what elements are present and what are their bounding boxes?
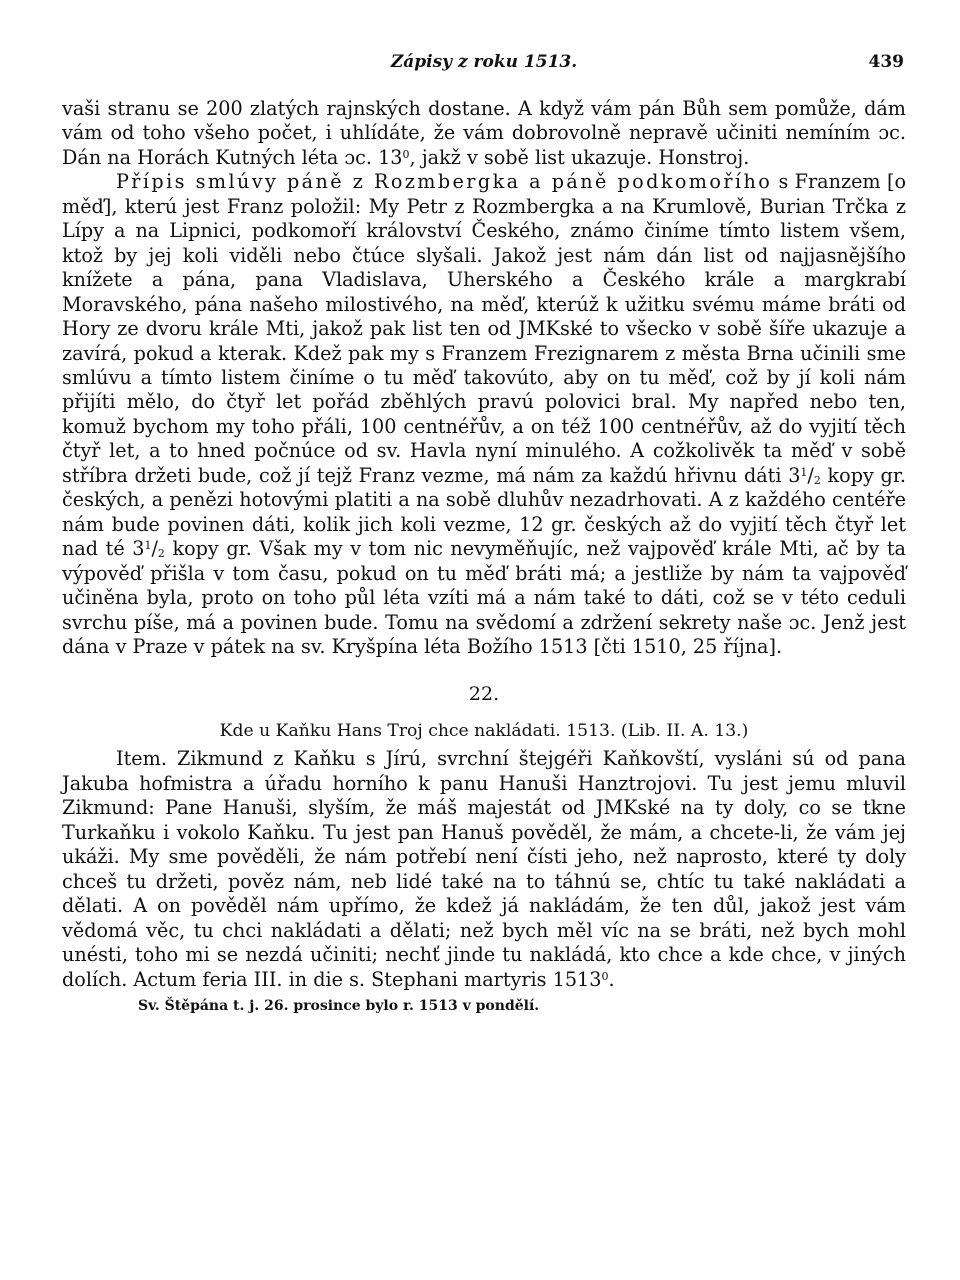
paragraph-text-tail: , jakž v sobě list ukazuje. Honstroj. xyxy=(409,145,750,169)
book-page xyxy=(62,52,906,1014)
fraction-denominator: 2 xyxy=(813,473,821,487)
paragraph-end: . xyxy=(608,967,615,991)
paragraph-text: s Franzem [o měď], kterú jest Franz položil: My Petr z Rozmbergka a na Krumlově, Burian Trčka z Lípy a na Lipnici, podkomoří království Českého, známo činíme tímto listem všem, ktož by jej koli viděli nebo čtúce slyšali. Jakož jest nám dán list od najjasnějšího knížete a pána, pana Vladislava, Uherského a Českého krále a margkrabí Moravského, pána našeho milostivého, na měď, kterúž k užitku svému máme bráti od Hory ze dvoru krále Mti, jakož pak list ten od JMKské to všecko v sobě šíře ukazuje a zavírá, pokud a kterak. Kdež pak my s Franzem Frezignarem z města Brna učinili sme smlúvu a tímto listem činíme o tu měď takovúto, aby on tu měď, což by jí koli nám přijíti mělo, do čtyř let pořád zběhlých pravú polovici bral. My napřed nebo ten, komuž bychom my toho přáli, 100 centnéřův, a on též 100 centnéřův, až do vyjití těch čtyř let, a to hned počnúce od sv. Havla nyní minulého. A cožkolivěk ta měď v sobě stříbra držeti bude, což jí tejž Franz vezme, má nám za každú hřivnu dáti 3 xyxy=(62,170,906,487)
fraction-denominator: 2 xyxy=(157,547,165,561)
fraction-numerator: 1 xyxy=(800,465,808,479)
paragraph-text: Item. Zikmund z Kaňku s Jírú, svrchní štejgéři Kaňkovští, vysláni sú od pana Jakuba hofmistra a úřadu horního k panu Hanuši Hanztrojovi. Tu jest jemu mluvil Zikmund: Pane Hanuši, slyším, že máš majestát od JMKské na ty doly, co se tkne Turkaňku i vokolo Kaňku. Tu jest pan Hanuš pověděl, že mám, a chcete-li, že vám jej ukáži. My sme pověděli, že nám potřebí není čísti jeho, než naprosto, které ty doly chceš tu držeti, pověz nám, neb lidé také na to táhnú se, chtíc tu také nakládati a dělati. A on pověděl nám upřímo, že kdež já nakládám, že ten důl, jakož jest vám vědomá věc, tu chci nakládati a dělati; než bych měl víc na se bráti, než bych mohl unésti, toho mi se nezdá učiniti; nechť jinde tu nakládá, kto chce a kde chce, v jiných dolích. Actum feria III. in die s. Stephani martyris 1513 xyxy=(62,747,906,991)
paragraph-text: vaši stranu se 200 zlatých rajnských dostane. A když vám pán Bůh sem pomůže, dám vám od toho všeho počet, i uhlídáte, že vám dobrovolně nepravě učiniti nemíním ɔc. Dán na Horách Kutných léta ɔc. 13 xyxy=(62,97,906,169)
running-title: Zápisy z roku 1513. xyxy=(390,52,578,72)
page-number: 439 xyxy=(868,52,904,72)
paragraph-text: kopy gr. českých, a penězi hotovými platiti a na sobě dluhův nezadrhovati. A z každého centéře nám bude povinen dáti, kolik jich koli vezme, 12 gr. českých až do vyjití těch čtyř let nad té 3 xyxy=(62,463,906,561)
section-title: Kde u Kaňku Hans Troj chce nakládati. 1513. (Lib. II. A. 13.) xyxy=(219,721,749,742)
section-number: 22. xyxy=(468,683,500,706)
spaced-lead-text: Přípis smlúvy páně z Rozmbergka a páně podkomořího xyxy=(116,170,773,194)
paragraph-text: kopy gr. Však my v tom nic nevyměňujíc, než vajpověď krále Mti, ač by ta výpověď přišla v tom času, pokud on tu měď bráti má; a jestliže by nám ta vajpověď učiněna byla, proto on toho půl léta vzíti má a nám také to dáti, což se v této ceduli svrchu píše, má a povinen bude. Tomu na svědomí a zdržení sekrety naše ɔc. Jenž jest dána v Praze v pátek na sv. Kryšpína léta Božího 1513 [čti 1510, 25 října]. xyxy=(62,537,906,658)
section-paragraph xyxy=(62,747,906,992)
fraction-numerator: 1 xyxy=(144,539,152,553)
section-text xyxy=(62,747,906,992)
superscript: 0 xyxy=(402,147,410,161)
letter-text xyxy=(62,97,906,659)
running-head xyxy=(62,52,906,80)
superscript: 0 xyxy=(601,969,609,983)
contract-paragraph: Přípis smlúvy páně z Rozmbergka a páně podkomořího s Franzem [o měď], kterú jest Franz položil: My Petr z Rozmbergka a na Krumlově, Burian Trčka z Lípy a na Lipnici, podkomoří království Českého, známo činíme tímto listem všem, ktož by jej koli viděli nebo čtúce slyšali. Jakož jest nám dán list od najjasnějšího knížete a pána, pana Vladislava, Uherského a Českého krále a margkrabí Moravského, pána našeho milostivého, na měď, kterúž k užitku svému máme bráti od Hory ze dvoru krále Mti, jakož pak list ten od JMKské to všecko v sobě šíře ukazuje a zavírá, pokud a kterak. Kdež pak my s Franzem Frezignarem z města Brna učinili sme smlúvu a tímto listem činíme o tu měď takovúto, aby on tu měď, což by jí koli nám přijíti mělo, do čtyř let pořád zběhlých pravú polovici bral. My napřed nebo ten, komuž bychom my toho přáli, 100 centnéřův, a on též 100 centnéřův, až do vyjití těch čtyř let, a to hned počnúce od sv. Havla nyní minulého. A cožkolivěk ta měď v sobě stříbra držeti bude, což jí tejž Franz vezme, má nám za každú hřivnu dáti $3^1/_2$ kopy gr. českých, a penězi hotovými platiti a na sobě dluhův nezadrhovati. A z každého centéře nám bude povinen dáti, kolik jich koli vezme, 12 gr. českých až do vyjití těch čtyř let nad té $3^1/_2$ kopy gr. Však my v tom nic nevyměňujíc, než vajpověď krále Mti, ač by ta výpověď přišla v tom času, pokud on tu měď bráti má; a jestliže by nám ta vajpověď učiněna byla, proto on toho půl léta vzíti má a nám také to dáti, což se v této ceduli svrchu píše, má a povinen bude. Tomu na svědomí a zdržení sekrety naše ɔc. Jenž jest dána v Praze v pátek na sv. Kryšpína léta Božího 1513 [čti 1510, 25 října]. xyxy=(62,170,906,658)
paragraph-continuation xyxy=(62,97,906,170)
footnote: Sv. Štěpána t. j. 26. prosince bylo r. 1513 v pondělí. xyxy=(138,997,540,1014)
